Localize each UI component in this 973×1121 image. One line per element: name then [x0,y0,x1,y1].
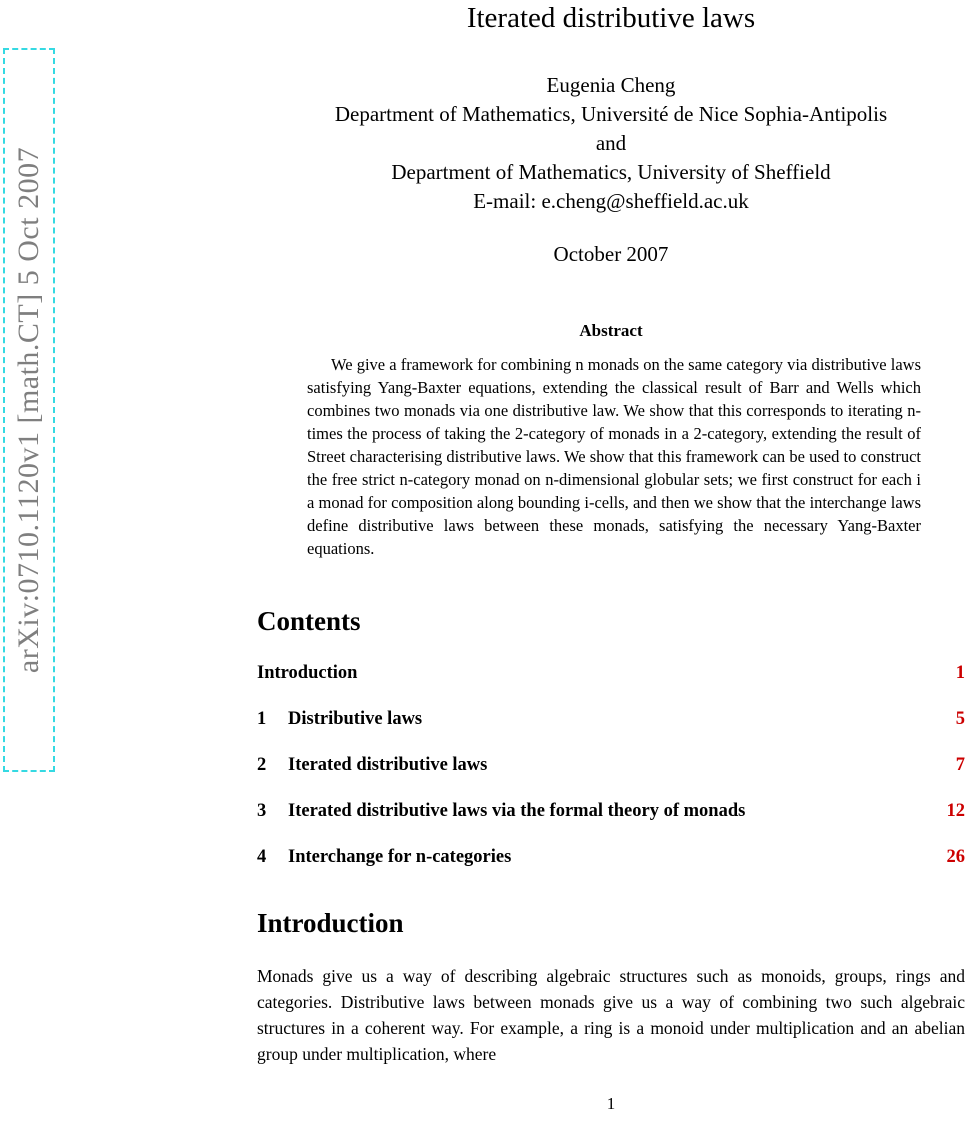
author-name: Eugenia Cheng [546,73,676,97]
toc-page-link[interactable]: 7 [955,755,965,775]
toc-entry-label: Iterated distributive laws [288,755,488,775]
introduction-paragraph: Monads give us a way of describing algebraic structures such as monoids, groups, rings and categories. Distributive laws between monads give us a way of combining two such algebraic structures in a coherent way. For example, a ring is a monoid under multiplication and an abelian group under multiplication, where [257,966,965,1064]
introduction-heading: Introduction [257,908,404,938]
toc-entry-number: 4 [257,847,267,867]
toc-entry-label: Iterated distributive laws via the formal theory of monads [288,801,746,821]
arxiv-identifier: arXiv:0710.1120v1 [math.CT] 5 Oct 2007 [12,146,45,674]
paper-title: Iterated distributive laws [466,2,756,34]
toc-entry-introduction [257,663,965,684]
toc-entry-label: Interchange for n-categories [288,847,512,867]
toc-entry-number: 3 [257,801,267,821]
toc-entry-label: Introduction [257,663,358,683]
paper-content [257,0,965,1085]
toc-entry-section-4 [257,847,965,868]
abstract-text: We give a framework for combining n monads on the same category via distributive laws satisfying Yang-Baxter equations, extending the classical result of Barr and Wells which combines two monads via one distributive law. We show that this corresponds to iterating n-times the process of taking the 2-category of monads in a 2-category, extending the result of Street characterising distributive laws. We show that this framework can be used to construct the free strict n-category monad on n-dimensional globular sets; we first construct for each i a monad for composition along bounding i-cells, and then we show that the interchange laws define distributive laws between these monads, satisfying the necessary Yang-Baxter equations. [307,355,921,558]
toc-page-link[interactable]: 1 [955,663,965,683]
toc-page-link[interactable]: 26 [946,847,965,867]
arxiv-stamp-box [3,48,55,772]
abstract-heading: Abstract [579,321,643,340]
page-number: 1 [606,1094,616,1113]
affiliation-and: and [595,131,627,155]
toc-page-link[interactable]: 12 [946,801,965,821]
toc-entry-section-2 [257,755,965,776]
toc-entry-number: 1 [257,709,267,729]
affiliation-2: Department of Mathematics, University of Sheffield [391,160,831,184]
author-email: E-mail: e.cheng@sheffield.ac.uk [473,189,749,213]
author-block [257,71,965,216]
toc-entry-section-3 [257,801,965,822]
toc-entry-section-1 [257,709,965,730]
affiliation-1: Department of Mathematics, Université de Nice Sophia-Antipolis [334,102,888,126]
paper-date: October 2007 [553,242,669,266]
contents-heading: Contents [257,606,361,636]
toc-entry-number: 2 [257,755,267,775]
table-of-contents [257,663,965,868]
toc-entry-label: Distributive laws [288,709,423,729]
toc-page-link[interactable]: 5 [955,709,965,729]
